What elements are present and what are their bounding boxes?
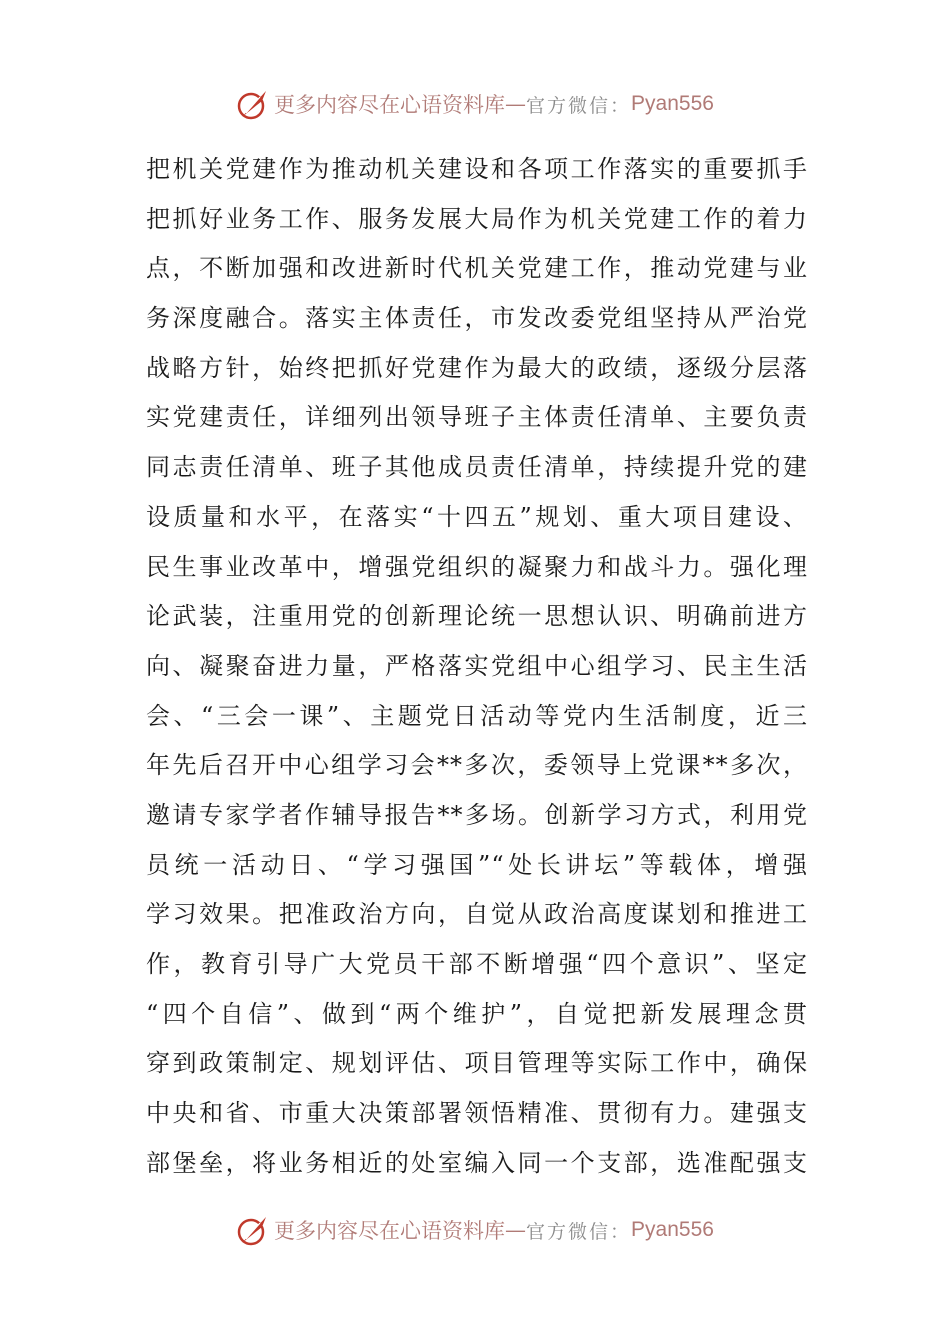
banner-main-text: 更多内容尽在心语资料库 (274, 1219, 506, 1243)
body-line: 战略方针，始终把抓好党建作为最大的政绩，逐级分层落 (146, 353, 808, 382)
body-line: 务深度融合。落实主体责任，市发改委党组坚持从严治党 (146, 304, 808, 333)
header-banner (0, 84, 950, 124)
body-line: 邀请专家学者作辅导报告**多场。创新学习方式，利用党 (146, 800, 808, 829)
body-line: 把机关党建作为推动机关建设和各项工作落实的重要抓手 (146, 155, 808, 183)
body-line: 实党建责任，详细列出领导班子主体责任清单、主要负责 (146, 403, 808, 432)
banner-wechat-id: Pyan556 (631, 92, 714, 115)
body-line: 论武装，注重用党的创新理论统一思想认识、明确前进方 (146, 602, 808, 631)
quill-logo-icon (236, 87, 270, 121)
body-line: 学习效果。把准政治方向，自觉从政治高度谋划和推进工 (146, 900, 808, 929)
body-line: 同志责任清单、班子其他成员责任清单，持续提升党的建 (146, 453, 808, 482)
body-line: 会、“三会一课”、主题党日活动等党内生活制度，近三 (146, 701, 808, 730)
banner-dash: — (505, 92, 527, 116)
body-line: 部堡垒，将业务相近的处室编入同一个支部，选准配强支 (146, 1148, 808, 1177)
banner-main-text: 更多内容尽在心语资料库 (274, 93, 506, 117)
body-line: 点，不断加强和改进新时代机关党建工作，推动党建与业 (146, 254, 808, 283)
banner-wechat-id: Pyan556 (631, 1218, 714, 1241)
banner-wechat-label: 官方微信： (526, 94, 632, 117)
body-line: 向、凝聚奋进力量，严格落实党组中心组学习、民主生活 (146, 651, 808, 680)
body-line: 民生事业改革中，增强党组织的凝聚力和战斗力。强化理 (146, 552, 808, 581)
body-line: 员统一活动日、“学习强国”“处长讲坛”等载体，增强 (146, 850, 808, 879)
body-line: 作，教育引导广大党员干部不断增强“四个意识”、坚定 (146, 950, 808, 978)
quill-logo-icon (236, 1213, 270, 1247)
body-line: 设质量和水平，在落实“十四五”规划、重大项目建设、 (146, 502, 808, 531)
body-line: 中央和省、市重大决策部署领悟精准、贯彻有力。建强支 (146, 1099, 808, 1128)
body-line: 把抓好业务工作、服务发展大局作为机关党建工作的着力 (146, 204, 808, 233)
body-line: 穿到政策制定、规划评估、项目管理等实际工作中，确保 (146, 1049, 808, 1078)
footer-banner (0, 1210, 950, 1250)
document-body (146, 145, 808, 1188)
banner-dash: — (505, 1218, 527, 1242)
body-line: “四个自信”、做到“两个维护”，自觉把新发展理念贯 (146, 999, 808, 1028)
body-line: 年先后召开中心组学习会**多次，委领导上党课**多次， (146, 751, 808, 780)
banner-wechat-label: 官方微信： (526, 1220, 632, 1243)
